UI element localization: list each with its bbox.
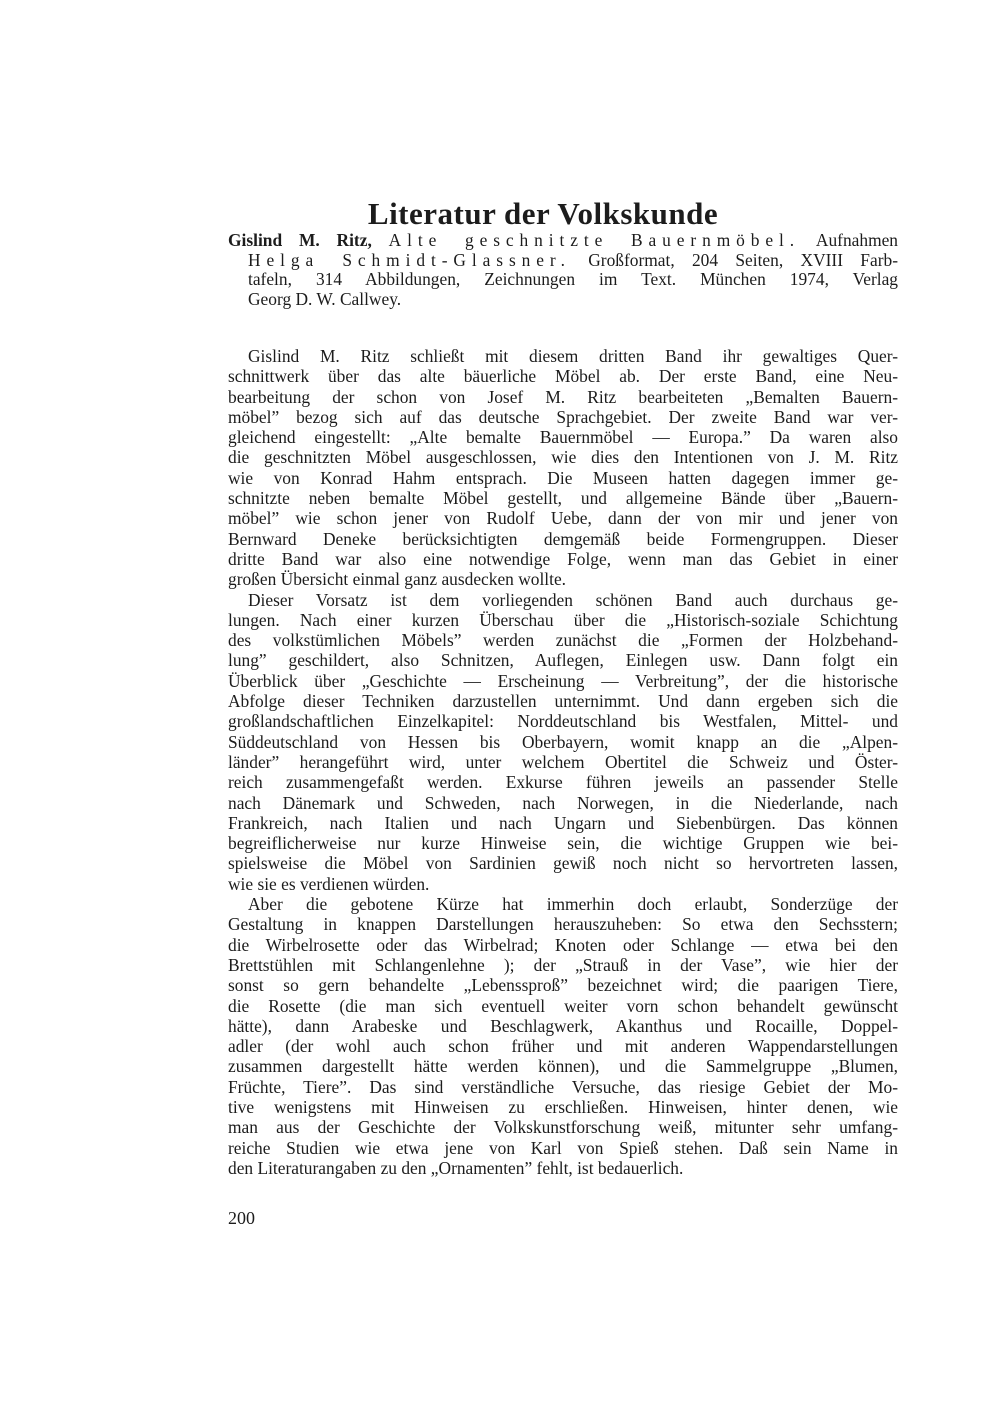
paragraph-1-line: dritte Band war also eine notwendige Folge, wenn man das Gebiet in einer — [228, 548, 898, 569]
paragraph-3-line: man aus der Geschichte der Volkskunstforschung weiß, mitunter sehr umfang- — [228, 1117, 898, 1138]
paragraph-3-line: Brettstühlen mit Schlangenlehne ); der „Strauß in der Vase”, wie hier der — [228, 954, 898, 975]
paragraph-1-line: die geschnitzten Möbel ausgeschlossen, wie dies den Intentionen von J. M. Ritz — [228, 447, 898, 468]
paragraph-2-line: begreiflicherweise nur kurze Hinweise sein, die wichtige Gruppen wie bei- — [228, 833, 898, 854]
paragraph-1-line: möbel” wie schon jener von Rudolf Uebe, dann der von mir und jener von — [228, 508, 898, 529]
paragraph-3-line: sonst so gern behandelte „Lebenssproß” bezeichnet wird; die paarigen Tiere, — [228, 975, 898, 996]
bibliography-line — [228, 270, 898, 290]
bibliography-line — [228, 251, 898, 271]
paragraph-2-line: Abfolge dieser Techniken darzustellen unternimmt. Und dann ergeben sich die — [228, 691, 898, 712]
spaced-title: Alte geschnitzte Bauernmöbel. — [388, 230, 801, 250]
bibliography-text: Großformat, 204 Seiten, XVIII Farb- — [570, 249, 898, 270]
paragraph-3-line: die Rosette (die man sich eventuell weiter vorn schon behandelt gewünscht — [228, 995, 898, 1016]
paragraph-2-line: nach Dänemark und Schweden, nach Norwegen, in die Niederlande, nach — [228, 792, 898, 813]
paragraph-1-line: schnitzte neben bemalte Möbel gestellt, und allgemeine Bände über „Bauern- — [228, 488, 898, 509]
paragraph-2-line: Dieser Vorsatz ist dem vorliegenden schönen Band auch durchaus ge- — [248, 589, 898, 610]
paragraph-3-line: tive wenigstens mit Hinweisen zu erschließen. Hinweisen, hinter denen, wie — [228, 1096, 898, 1117]
paragraph-3-line: die Wirbelrosette oder das Wirbelrad; Knoten oder Schlange — etwa bei den — [228, 934, 898, 955]
paragraph-3-line: adler (der wohl auch schon früher und mit anderen Wappendarstellungen — [228, 1036, 898, 1057]
paragraph-3-line: zusammen dargestellt hätte werden können), und die Sammelgruppe „Blumen, — [228, 1056, 898, 1077]
paragraph-3-line: Aber die gebotene Kürze hat immerhin doch erlaubt, Sonderzüge der — [248, 894, 898, 915]
page-title: Literatur der Volkskunde — [367, 196, 719, 231]
paragraph-3-line: den Literaturangaben zu den „Ornamenten” fehlt, ist bedauerlich. — [228, 1157, 684, 1178]
bibliography-text: Aufnahmen — [800, 230, 899, 250]
paragraph-2-line: großlandschaftlichen Einzelkapitel: Norddeutschland bis Westfalen, Mittel- und — [228, 711, 898, 732]
page-number: 200 — [228, 1208, 255, 1228]
paragraph-2-line: reich zusammengefaßt werden. Exkurse führen jeweils an passender Stelle — [228, 772, 898, 793]
paragraph-1-line: Bernward Deneke berücksichtigten demgemäß beide Formengruppen. Dieser — [228, 528, 898, 549]
paragraph-2-line: Überblick über „Geschichte — Erscheinung — Verbreitung”, der die historische — [228, 670, 898, 691]
paragraph-1-line: großen Übersicht einmal ganz ausdecken wollte. — [228, 569, 567, 590]
paragraph-3-line: reiche Studien wie etwa jene von Karl von Spieß stehen. Daß sein Name in — [228, 1137, 898, 1158]
paragraph-1-line: schnittwerk über das alte bäuerliche Möbel ab. Der erste Band, eine Neu- — [228, 366, 898, 387]
bibliography-line — [228, 231, 898, 251]
paragraph-2-line: spielsweise die Möbel von Sardinien gewiß noch nicht so hervortreten lassen, — [228, 853, 898, 874]
bibliography-entry — [228, 231, 898, 309]
bibliography-text: tafeln, 314 Abbildungen, Zeichnungen im Text. München 1974, Verlag — [248, 269, 898, 290]
paragraph-3-line: Gestaltung in knappen Darstellungen herauszuheben: So etwa den Sechsstern; — [228, 914, 898, 935]
paragraph-1-line: möbel” bezog sich auf das deutsche Sprachgebiet. Der zweite Band war ver- — [228, 406, 898, 427]
paragraph-1-line: bearbeitung der schon von Josef M. Ritz bearbeiteten „Bemalten Bauern- — [228, 386, 898, 407]
paragraph-3-line: Früchte, Tiere”. Das sind verständliche Versuche, das riesige Gebiet der Mo- — [228, 1076, 898, 1097]
paragraph-2-line: länder” herangeführt wird, unter welchem Obertitel die Schweiz und Öster- — [228, 751, 898, 772]
paragraph-2-line: Süddeutschland von Hessen bis Oberbayern, womit knapp an die „Alpen- — [228, 731, 898, 752]
bibliography-text: Georg D. W. Callwey. — [248, 288, 402, 309]
paragraph-2-line: wie sie es verdienen würden. — [228, 873, 430, 894]
paragraph-3-line: hätte), dann Arabeske und Beschlagwerk, Akanthus und Rocaille, Doppel- — [228, 1015, 898, 1036]
bibliography-text — [372, 230, 389, 250]
paragraph-2-line: des volkstümlichen Möbels” werden zunächst die „Formen der Holzbehand- — [228, 630, 898, 651]
paragraph-1-line: Gislind M. Ritz schließt mit diesem dritten Band ihr gewaltiges Quer- — [248, 346, 898, 366]
paragraph-1-line: wie von Konrad Hahm entsprach. Die Museen hatten dagegen immer ge- — [228, 467, 898, 488]
bibliography-line — [228, 290, 898, 310]
paragraph-2-line: lung” geschildert, also Schnitzen, Auflegen, Einlegen usw. Dann folgt ein — [228, 650, 898, 671]
spaced-title: Helga Schmidt-Glassner. — [248, 249, 571, 270]
paragraph-2-line: lungen. Nach einer kurzen Überschau über die „Historisch-soziale Schichtung — [228, 609, 898, 630]
paragraph-1-line: gleichend eingestellt: „Alte bemalte Bauernmöbel — Europa.” Da waren also — [228, 427, 898, 448]
review-body — [228, 346, 898, 1178]
paragraph-2-line: Frankreich, nach Italien und nach Ungarn und Siebenbürgen. Das können — [228, 812, 898, 833]
author-name: Gislind M. Ritz, — [228, 230, 372, 250]
